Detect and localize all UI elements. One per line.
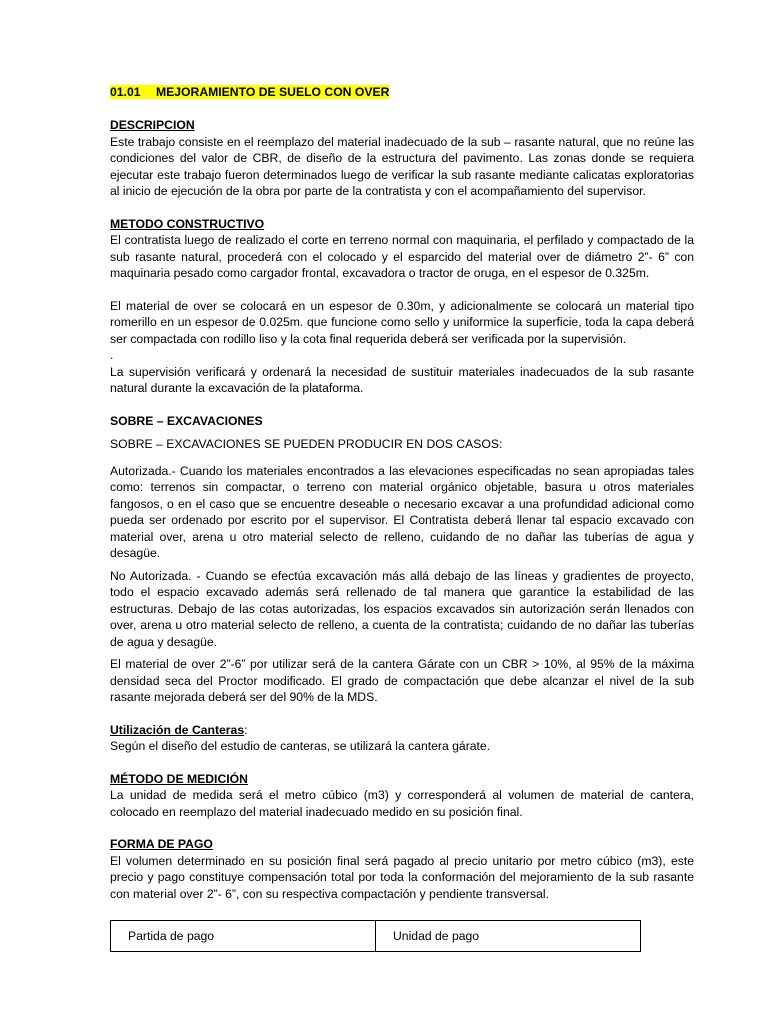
descripcion-title: DESCRIPCION — [110, 118, 195, 132]
payment-table — [110, 920, 641, 952]
document-page — [110, 84, 694, 952]
metodo-medicion-title: MÉTODO DE MEDICIÓN — [110, 771, 248, 786]
material-over-text: El material de over 2”-6” por utilizar será de la cantera Gárate con un CBR > 10%, al 95% de la máxima densidad seca del Proctor modificado. El grado de compactación que debe alcanzar el nivel de la sub rasante mejorada deberá ser del 90% de la MDS. — [110, 657, 694, 704]
metodo-medicion-text: La unidad de medida será el metro cúbico (m3) y corresponderá al volumen de material de cantera, colocado en reemplazo del material inadecuado medido en su posición final. — [110, 788, 694, 819]
utilizacion-colon: : — [244, 722, 248, 737]
utilizacion-title: Utilización de Canteras — [110, 722, 245, 737]
table-cell-unidad: Unidad de pago — [376, 921, 641, 952]
metodo-constructivo-p1: El contratista luego de realizado el corte en terreno normal con maquinaria, el perfilado y compactado de la sub rasante natural, procederá con el colocado y el esparcido del material over de diámetro 2”- 6” con maquinaria pesado como cargador frontal, excavadora o tractor de oruga, en el espesor de 0.325m. — [110, 233, 694, 280]
utilizacion-text: Según el diseño del estudio de canteras, se utilizará la cantera gárate. — [110, 739, 491, 753]
section-heading — [110, 84, 694, 101]
table-cell-partida: Partida de pago — [111, 921, 376, 952]
sobre-excavaciones-title: SOBRE – EXCAVACIONES — [110, 413, 263, 428]
metodo-constructivo-p2: El material de over se colocará en un espesor de 0.30m, y adicionalmente se colocará un material tipo romerillo en un espesor de 0.025m. que funcione como sello y uniformice la superficie, toda la capa deberá ser compactada con rodillo liso y la cota final requerida deberá ser verificada por la supervisión. — [110, 298, 694, 346]
forma-pago-title: FORMA DE PAGO — [110, 837, 213, 851]
sobre-excavaciones-subtitle: SOBRE – EXCAVACIONES SE PUEDEN PRODUCIR EN DOS CASOS: — [110, 437, 503, 451]
section-number: 01.01 — [110, 85, 141, 99]
metodo-constructivo-dot: . — [110, 348, 114, 362]
section-title: MEJORAMIENTO DE SUELO CON OVER — [156, 85, 390, 99]
descripcion-text: Este trabajo consiste en el reemplazo del material inadecuado de la sub – rasante natural, que no reúne las condiciones del valor de CBR, de diseño de la estructura del pavimento. Las zonas donde se requiera ejecutar este trabajo fueron determinados luego de verificar la sub rasante mediante calicatas exploratorias al inicio de ejecución de la obra por parte de la contratista y con el acompañamiento del supervisor. — [110, 134, 694, 198]
forma-pago-text: El volumen determinado en su posición final será pagado al precio unitario por metro cúbico (m3), este precio y pago constituye compensación total por toda la conformación del mejoramiento de la sub rasante con material over 2”- 6”, con su respectiva compactación y pendiente transversal. — [110, 853, 694, 901]
utilizacion-heading — [110, 722, 694, 739]
table-row — [111, 921, 641, 952]
sobre-excavaciones-no-autorizada: No Autorizada. - Cuando se efectúa excavación más allá debajo de las líneas y gradientes de proyecto, todo el espacio excavado además será rellenado de tal manera que garantice la estabilidad de las estructuras. Debajo de las cotas autorizadas, los espacios excavados sin autorización serán llenados con over, arena u otro material selecto de relleno, a cuenta de la contratista; cuidando de no dañar las tuberías de agua y desagüe. — [110, 568, 694, 649]
metodo-constructivo-p3: La supervisión verificará y ordenará la necesidad de sustituir materiales inadecuados de la sub rasante natural durante la excavación de la plataforma. — [110, 364, 694, 395]
sobre-excavaciones-autorizada: Autorizada.- Cuando los materiales encontrados a las elevaciones especificadas no sean apropiadas tales como: terrenos sin compactar, o terreno con material orgánico objetable, basura u otros materiales fangosos, o en el caso que se encuentre deseable o necesario excavar a una profundidad adicional como pueda ser ordenado por escrito por el supervisor. El Contratista deberá llenar tal espacio excavado con material over, arena u otro material selecto de relleno, cuidando de no dañar las tuberías de agua y desagüe. — [110, 463, 694, 560]
highlighted-heading — [110, 85, 389, 99]
metodo-constructivo-title: METODO CONSTRUCTIVO — [110, 216, 265, 231]
